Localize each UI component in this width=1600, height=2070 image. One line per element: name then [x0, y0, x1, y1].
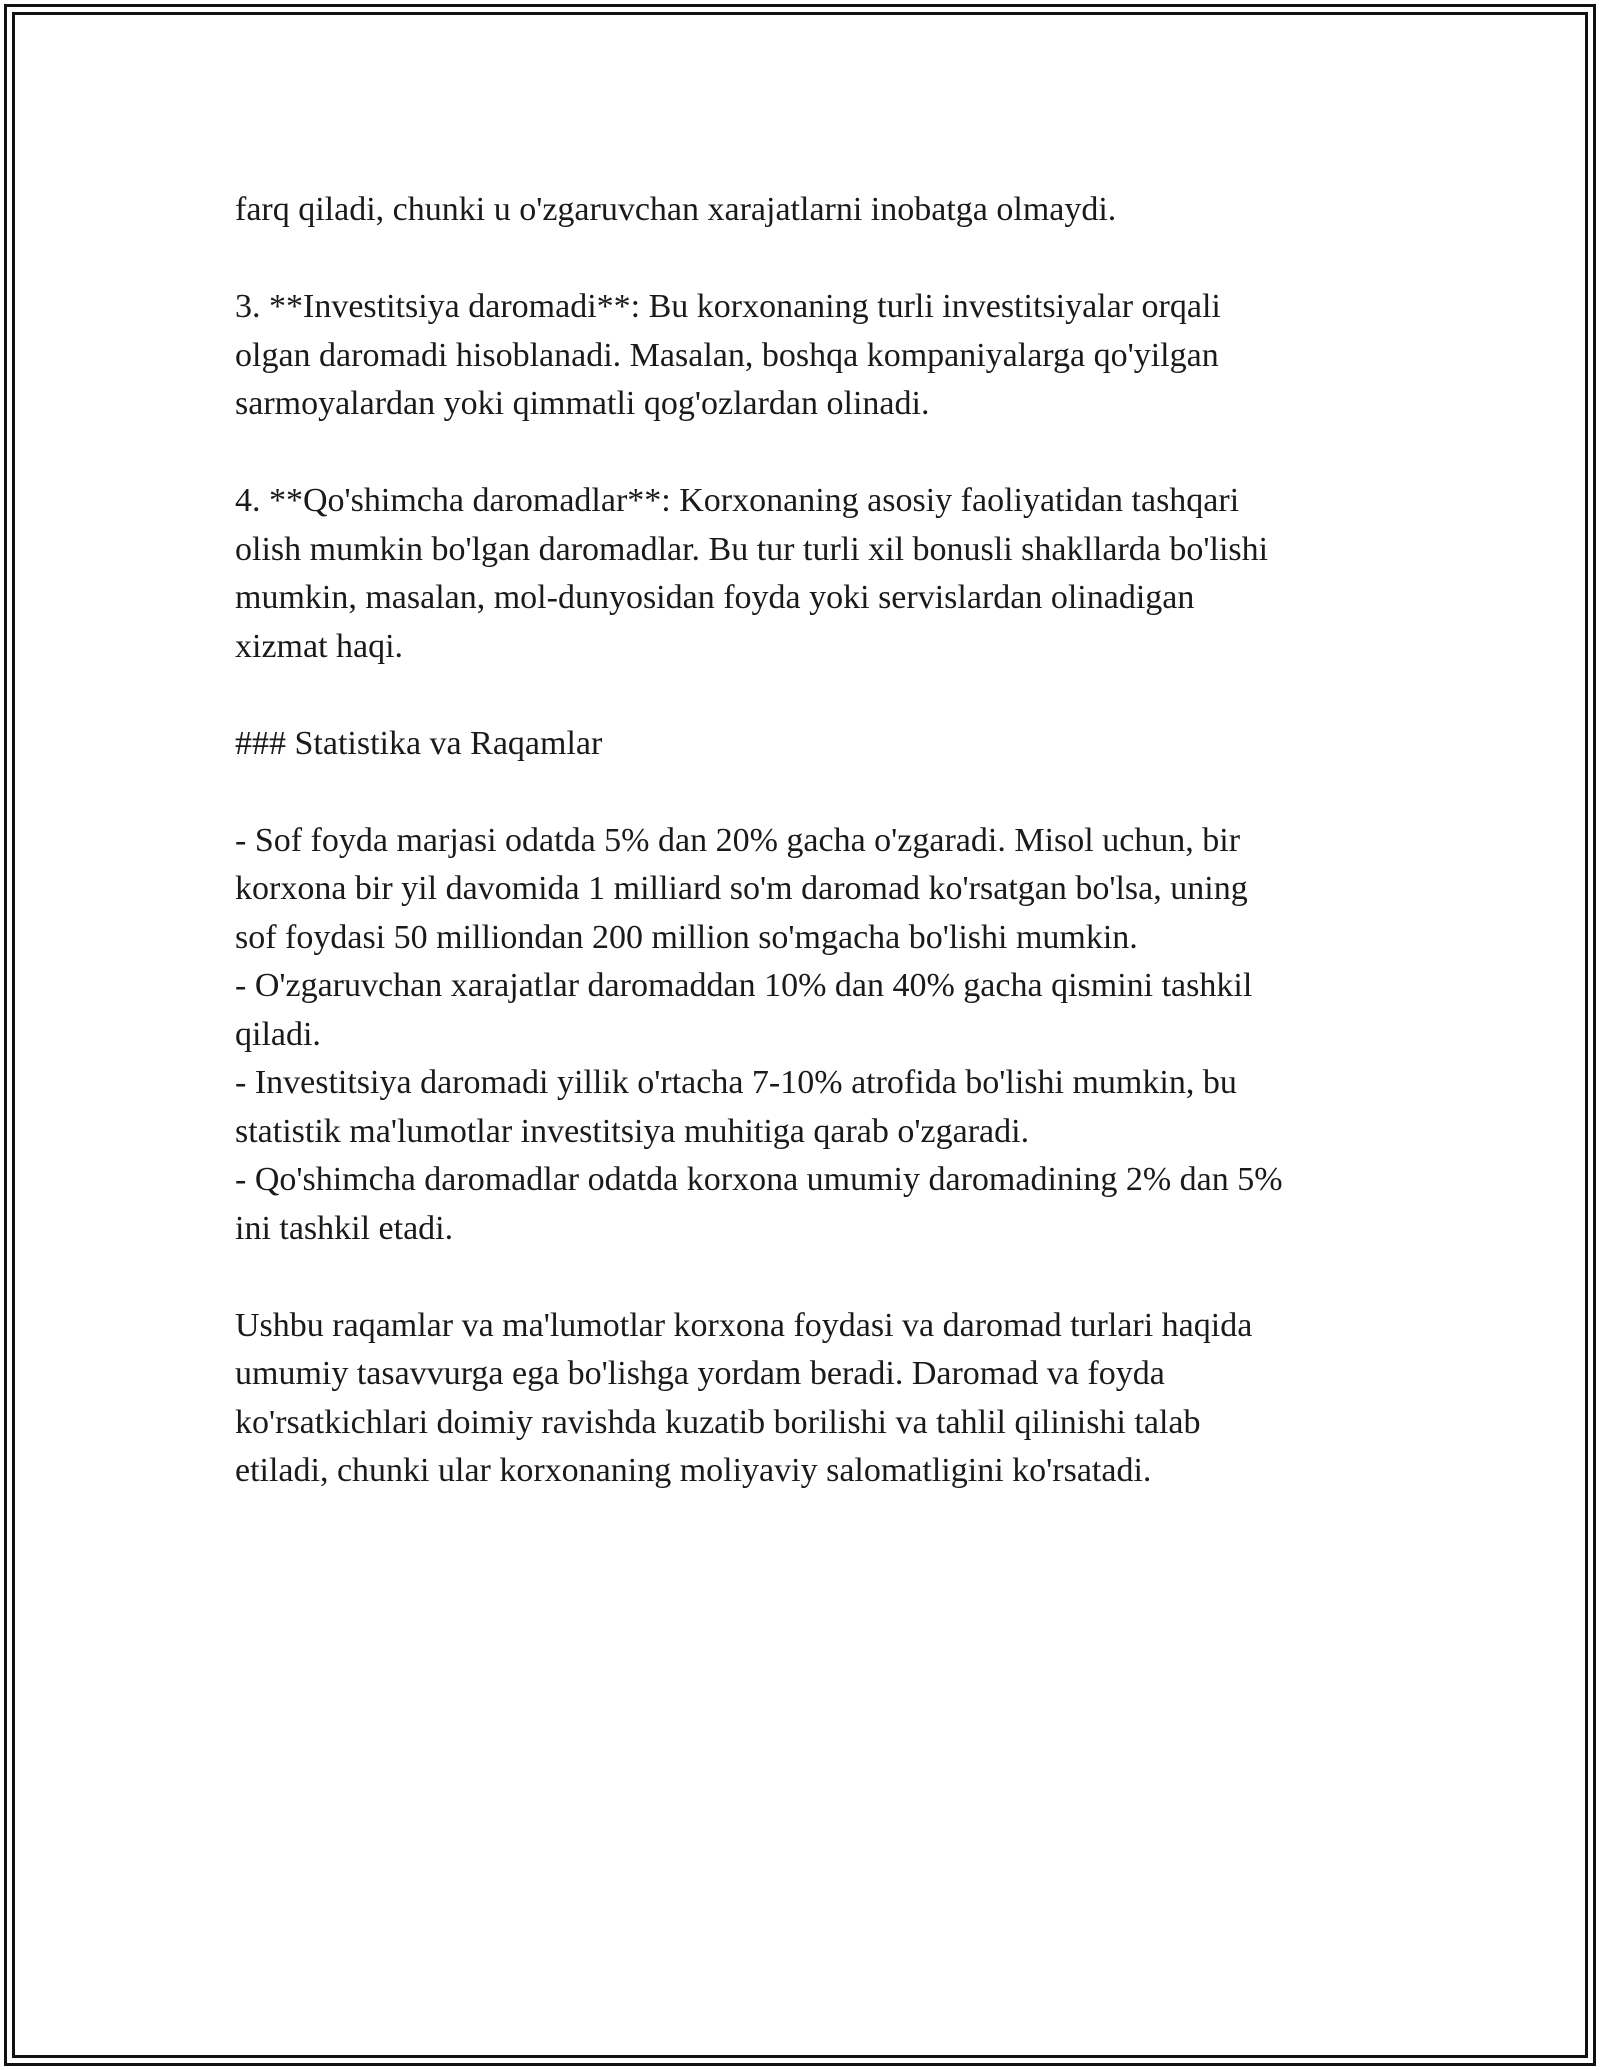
text-line: Ushbu raqamlar va ma'lumotlar korxona foydasi va daromad turlari haqida [235, 1306, 1253, 1344]
paragraph-continuation [235, 186, 1385, 235]
text-line: mumkin, masalan, mol-dunyosidan foyda yoki servislardan olinadigan [235, 579, 1195, 616]
paragraph-item-4 [235, 477, 1385, 671]
text-line: 4. **Qo'shimcha daromadlar**: Korxonaning asosiy faoliyatidan tashqari [235, 482, 1240, 519]
text-line: umumiy tasavvurga ega bo'lishga yordam beradi. Daromad va foyda [235, 1355, 1165, 1392]
text-line: olish mumkin bo'lgan daromadlar. Bu tur turli xil bonusli shakllarda bo'lishi [235, 530, 1269, 568]
paragraph-item-3 [235, 283, 1385, 429]
text-line: - Investitsiya daromadi yillik o'rtacha 7-10% atrofida bo'lishi mumkin, bu [235, 1064, 1237, 1101]
paragraph-gap [235, 1253, 1385, 1302]
text-line: - O'zgaruvchan xarajatlar daromaddan 10% dan 40% gacha qismini tashkil [235, 967, 1253, 1004]
text-line: sarmoyalardan yoki qimmatli qog'ozlardan olinadi. [235, 385, 930, 422]
text-line: farq qiladi, chunki u o'zgaruvchan xarajatlarni inobatga olmaydi. [235, 191, 1117, 228]
statistics-list [235, 817, 1385, 1254]
paragraph-gap [235, 768, 1385, 817]
document-body [235, 186, 1385, 1496]
text-line: ini tashkil etadi. [235, 1209, 454, 1247]
text-line: statistik ma'lumotlar investitsiya muhitiga qarab o'zgaradi. [235, 1112, 1030, 1150]
text-line: sof foydasi 50 milliondan 200 million so'mgacha bo'lishi mumkin. [235, 918, 1138, 956]
paragraph-conclusion [235, 1302, 1385, 1496]
paragraph-gap [235, 429, 1385, 478]
text-line: 3. **Investitsiya daromadi**: Bu korxonaning turli investitsiyalar orqali [235, 288, 1221, 325]
text-line: xizmat haqi. [235, 627, 404, 665]
text-line: korxona bir yil davomida 1 milliard so'm daromad ko'rsatgan bo'lsa, uning [235, 870, 1248, 907]
text-line: ### Statistika va Raqamlar [235, 724, 603, 762]
text-line: qiladi. [235, 1015, 321, 1053]
text-line: etiladi, chunki ular korxonaning moliyaviy salomatligini ko'rsatadi. [235, 1452, 1152, 1489]
text-line: - Sof foyda marjasi odatda 5% dan 20% gacha o'zgaradi. Misol uchun, bir [235, 821, 1241, 859]
text-line: - Qo'shimcha daromadlar odatda korxona umumiy daromadining 2% dan 5% [235, 1161, 1283, 1198]
section-heading-statistics [235, 720, 1385, 769]
paragraph-gap [235, 671, 1385, 720]
text-line: ko'rsatkichlari doimiy ravishda kuzatib borilishi va tahlil qilinishi talab [235, 1403, 1201, 1441]
text-line: olgan daromadi hisoblanadi. Masalan, boshqa kompaniyalarga qo'yilgan [235, 336, 1219, 374]
paragraph-gap [235, 235, 1385, 284]
